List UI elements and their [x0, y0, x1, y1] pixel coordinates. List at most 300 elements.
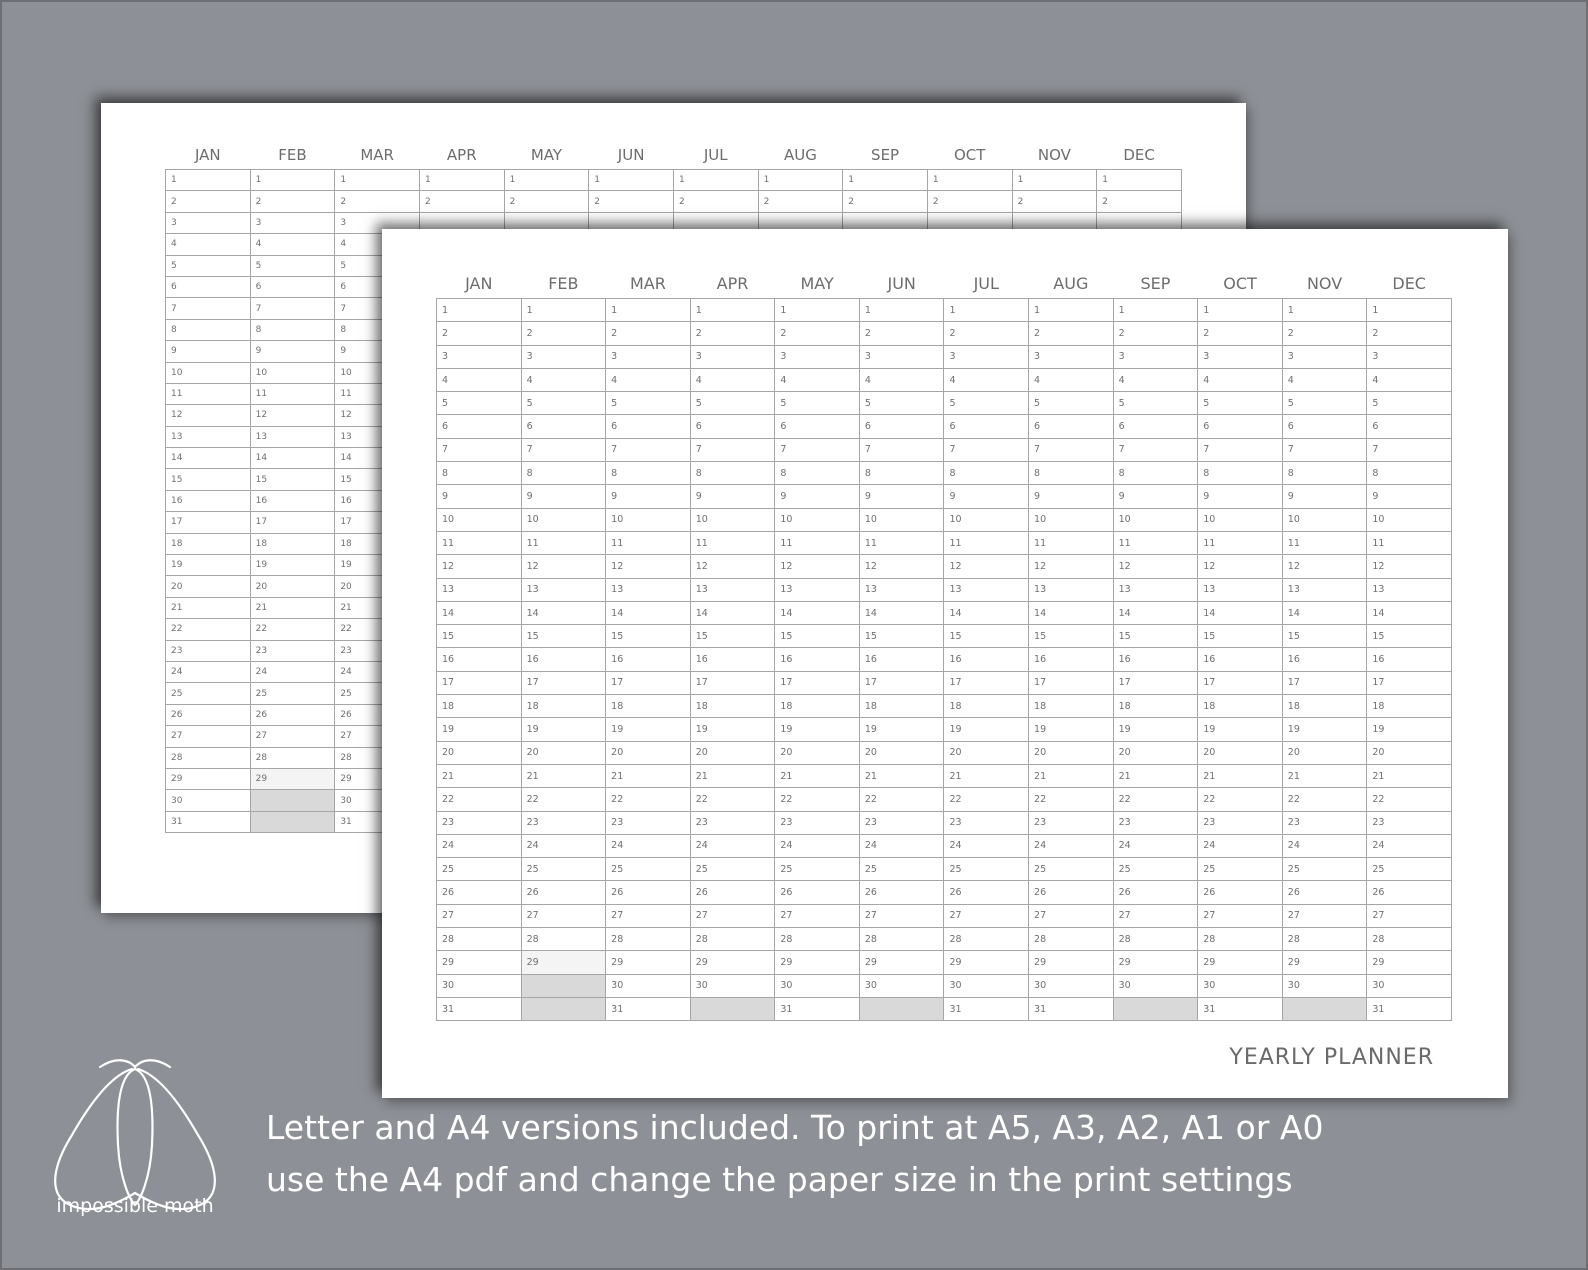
day-cell: 1	[504, 170, 589, 191]
day-cell: 8	[690, 462, 775, 485]
day-cell: 27	[775, 904, 860, 927]
day-row	[437, 928, 1452, 951]
day-cell: 13	[1367, 578, 1452, 601]
day-cell: 18	[1367, 695, 1452, 718]
day-cell: 21	[1198, 764, 1283, 787]
day-cell: 6	[606, 415, 691, 438]
day-cell: 3	[250, 212, 335, 233]
day-cell: 19	[775, 718, 860, 741]
day-cell: 10	[1029, 508, 1114, 531]
day-cell: 19	[250, 555, 335, 576]
day-row	[437, 974, 1452, 997]
day-cell: 5	[437, 392, 522, 415]
day-cell: 20	[437, 741, 522, 764]
day-cell: 3	[1113, 345, 1198, 368]
day-cell: 13	[1198, 578, 1283, 601]
day-cell: 14	[859, 601, 944, 624]
unused-day-cell	[521, 974, 606, 997]
day-cell: 27	[606, 904, 691, 927]
day-cell: 7	[606, 438, 691, 461]
day-cell: 2	[419, 191, 504, 212]
day-cell: 12	[521, 555, 606, 578]
day-cell: 23	[775, 811, 860, 834]
day-row	[437, 764, 1452, 787]
day-cell: 23	[437, 811, 522, 834]
day-cell: 13	[437, 578, 522, 601]
day-row	[437, 438, 1452, 461]
day-cell: 29	[775, 951, 860, 974]
month-header-aug: AUG	[783, 146, 817, 164]
day-row	[437, 392, 1452, 415]
day-cell: 21	[437, 764, 522, 787]
day-cell: 18	[690, 695, 775, 718]
day-cell: 31	[1367, 997, 1452, 1020]
month-header-jun: JUN	[887, 273, 916, 293]
day-cell: 28	[690, 928, 775, 951]
day-cell: 20	[775, 741, 860, 764]
day-cell: 11	[1367, 531, 1452, 554]
day-cell: 29	[521, 951, 606, 974]
day-cell: 30	[690, 974, 775, 997]
day-cell: 8	[1113, 462, 1198, 485]
day-cell: 3	[437, 345, 522, 368]
day-cell: 2	[673, 191, 758, 212]
day-cell: 2	[775, 322, 860, 345]
day-cell: 15	[606, 625, 691, 648]
day-cell: 29	[944, 951, 1029, 974]
day-cell: 23	[944, 811, 1029, 834]
day-cell: 13	[335, 426, 420, 447]
day-cell: 11	[1282, 531, 1367, 554]
day-cell: 31	[1029, 997, 1114, 1020]
day-cell: 16	[437, 648, 522, 671]
day-cell: 25	[166, 683, 251, 704]
day-cell: 29	[606, 951, 691, 974]
day-row	[437, 695, 1452, 718]
day-cell: 1	[690, 299, 775, 322]
day-row	[437, 671, 1452, 694]
day-cell: 19	[1113, 718, 1198, 741]
day-cell: 6	[437, 415, 522, 438]
day-cell: 26	[335, 704, 420, 725]
day-cell: 18	[437, 695, 522, 718]
day-cell: 8	[775, 462, 860, 485]
day-cell: 14	[1198, 601, 1283, 624]
day-cell: 13	[1029, 578, 1114, 601]
day-cell: 1	[927, 170, 1012, 191]
day-cell: 26	[690, 881, 775, 904]
day-cell: 28	[775, 928, 860, 951]
day-cell: 15	[166, 469, 251, 490]
day-cell: 24	[775, 834, 860, 857]
day-cell: 1	[1367, 299, 1452, 322]
day-row	[437, 345, 1452, 368]
day-cell: 24	[1029, 834, 1114, 857]
day-row	[437, 788, 1452, 811]
day-cell: 24	[606, 834, 691, 857]
day-cell: 8	[1282, 462, 1367, 485]
day-cell: 23	[250, 640, 335, 661]
day-cell: 7	[944, 438, 1029, 461]
month-header-mar: MAR	[360, 146, 394, 164]
day-cell: 26	[859, 881, 944, 904]
day-cell: 14	[944, 601, 1029, 624]
day-cell: 15	[437, 625, 522, 648]
day-cell: 17	[250, 512, 335, 533]
day-cell: 12	[166, 405, 251, 426]
day-cell: 18	[1029, 695, 1114, 718]
day-cell: 16	[1029, 648, 1114, 671]
day-cell: 22	[166, 619, 251, 640]
day-cell: 19	[1198, 718, 1283, 741]
month-header-jan: JAN	[465, 273, 493, 293]
day-row	[437, 578, 1452, 601]
day-cell: 30	[944, 974, 1029, 997]
day-cell: 16	[944, 648, 1029, 671]
day-cell: 2	[758, 191, 843, 212]
day-cell: 22	[690, 788, 775, 811]
day-cell: 23	[166, 640, 251, 661]
day-cell: 17	[1113, 671, 1198, 694]
day-cell: 13	[166, 426, 251, 447]
day-cell: 10	[1367, 508, 1452, 531]
day-cell: 16	[335, 490, 420, 511]
day-cell: 11	[335, 383, 420, 404]
day-cell: 4	[166, 234, 251, 255]
day-cell: 21	[1367, 764, 1452, 787]
unused-day-cell	[859, 997, 944, 1020]
day-cell: 23	[859, 811, 944, 834]
month-header-may: MAY	[530, 146, 563, 164]
day-cell: 12	[1113, 555, 1198, 578]
day-cell: 31	[166, 811, 251, 832]
day-row	[437, 811, 1452, 834]
day-cell: 2	[1029, 322, 1114, 345]
day-cell: 16	[1198, 648, 1283, 671]
day-cell: 12	[250, 405, 335, 426]
day-cell: 25	[1282, 858, 1367, 881]
day-cell: 10	[1282, 508, 1367, 531]
day-cell: 28	[1367, 928, 1452, 951]
day-cell: 9	[859, 485, 944, 508]
day-cell: 29	[437, 951, 522, 974]
day-cell: 29	[1198, 951, 1283, 974]
day-cell: 26	[944, 881, 1029, 904]
day-cell: 22	[335, 619, 420, 640]
day-cell: 6	[1113, 415, 1198, 438]
month-header-sep: SEP	[1140, 273, 1171, 293]
day-cell: 24	[250, 661, 335, 682]
day-cell: 6	[775, 415, 860, 438]
day-cell: 6	[690, 415, 775, 438]
day-cell: 5	[250, 255, 335, 276]
day-cell: 11	[690, 531, 775, 554]
caption-line-1: Letter and A4 versions included. To print at A5, A3, A2, A1 or A0	[266, 1108, 1324, 1147]
day-cell: 26	[1367, 881, 1452, 904]
day-cell: 3	[690, 345, 775, 368]
day-row	[437, 555, 1452, 578]
day-cell: 25	[335, 683, 420, 704]
day-cell: 5	[335, 255, 420, 276]
unused-day-cell	[250, 790, 335, 811]
day-cell: 21	[690, 764, 775, 787]
month-header-apr: APR	[716, 273, 749, 293]
day-cell: 3	[1282, 345, 1367, 368]
month-header-dec: DEC	[1392, 273, 1426, 293]
day-cell: 2	[166, 191, 251, 212]
day-cell: 20	[1198, 741, 1283, 764]
day-cell: 29	[1282, 951, 1367, 974]
day-row	[166, 191, 1182, 212]
day-cell: 10	[1198, 508, 1283, 531]
day-cell: 15	[690, 625, 775, 648]
day-cell: 10	[437, 508, 522, 531]
day-cell: 12	[606, 555, 691, 578]
day-cell: 2	[1198, 322, 1283, 345]
day-row	[166, 170, 1182, 191]
day-cell: 4	[1367, 368, 1452, 391]
day-cell: 5	[521, 392, 606, 415]
day-cell: 11	[606, 531, 691, 554]
month-header-jun: JUN	[617, 146, 645, 164]
day-cell: 8	[1029, 462, 1114, 485]
day-cell: 7	[859, 438, 944, 461]
day-cell: 21	[606, 764, 691, 787]
day-cell: 16	[859, 648, 944, 671]
day-cell: 10	[775, 508, 860, 531]
caption	[266, 1102, 1566, 1206]
day-cell: 6	[1367, 415, 1452, 438]
day-cell: 23	[1113, 811, 1198, 834]
month-header-feb: FEB	[548, 273, 579, 293]
day-cell: 2	[944, 322, 1029, 345]
day-cell: 15	[521, 625, 606, 648]
day-cell: 1	[1097, 170, 1182, 191]
day-cell: 20	[944, 741, 1029, 764]
day-cell: 20	[250, 576, 335, 597]
day-cell: 18	[335, 533, 420, 554]
day-cell: 18	[1282, 695, 1367, 718]
month-header-apr: APR	[446, 146, 477, 164]
day-cell: 18	[166, 533, 251, 554]
day-cell: 28	[166, 747, 251, 768]
day-cell: 7	[1282, 438, 1367, 461]
day-cell: 4	[1029, 368, 1114, 391]
day-cell: 20	[521, 741, 606, 764]
day-cell: 22	[521, 788, 606, 811]
day-row	[437, 531, 1452, 554]
day-cell: 25	[690, 858, 775, 881]
day-cell: 12	[1367, 555, 1452, 578]
day-cell: 8	[166, 319, 251, 340]
day-cell: 18	[944, 695, 1029, 718]
day-cell: 3	[1198, 345, 1283, 368]
day-cell: 1	[944, 299, 1029, 322]
day-cell: 3	[521, 345, 606, 368]
day-cell: 25	[1198, 858, 1283, 881]
day-cell: 29	[1029, 951, 1114, 974]
day-cell: 29	[166, 768, 251, 789]
day-cell: 4	[521, 368, 606, 391]
day-cell: 1	[335, 170, 420, 191]
day-cell: 16	[1367, 648, 1452, 671]
day-cell: 9	[166, 341, 251, 362]
day-row	[437, 834, 1452, 857]
day-cell: 26	[1282, 881, 1367, 904]
day-cell: 9	[521, 485, 606, 508]
day-cell: 23	[606, 811, 691, 834]
day-cell: 28	[1029, 928, 1114, 951]
day-cell: 29	[859, 951, 944, 974]
day-row	[437, 904, 1452, 927]
day-row	[437, 508, 1452, 531]
day-cell: 23	[521, 811, 606, 834]
day-cell: 25	[250, 683, 335, 704]
day-cell: 29	[335, 768, 420, 789]
day-cell: 16	[1282, 648, 1367, 671]
day-row	[437, 485, 1452, 508]
day-cell: 12	[775, 555, 860, 578]
day-cell: 18	[859, 695, 944, 718]
day-row	[437, 718, 1452, 741]
day-cell: 19	[944, 718, 1029, 741]
day-cell: 28	[606, 928, 691, 951]
day-cell: 15	[859, 625, 944, 648]
day-cell: 26	[437, 881, 522, 904]
day-row	[437, 741, 1452, 764]
day-cell: 2	[927, 191, 1012, 212]
day-cell: 27	[1198, 904, 1283, 927]
day-cell: 1	[859, 299, 944, 322]
day-cell: 13	[606, 578, 691, 601]
day-cell: 26	[606, 881, 691, 904]
day-cell: 27	[859, 904, 944, 927]
caption-line-2: use the A4 pdf and change the paper size in the print settings	[266, 1160, 1293, 1199]
day-cell: 5	[690, 392, 775, 415]
day-cell: 12	[1198, 555, 1283, 578]
day-cell: 12	[437, 555, 522, 578]
day-cell: 14	[1029, 601, 1114, 624]
day-cell: 17	[166, 512, 251, 533]
day-cell: 8	[335, 319, 420, 340]
day-cell: 30	[1029, 974, 1114, 997]
planner-grid	[436, 268, 1452, 1021]
day-cell: 21	[775, 764, 860, 787]
day-cell: 30	[437, 974, 522, 997]
day-cell: 6	[521, 415, 606, 438]
day-cell: 2	[859, 322, 944, 345]
day-row	[437, 997, 1452, 1020]
day-cell: 30	[859, 974, 944, 997]
day-cell: 10	[606, 508, 691, 531]
day-cell: 7	[166, 298, 251, 319]
day-cell: 23	[690, 811, 775, 834]
day-cell: 20	[166, 576, 251, 597]
day-cell: 20	[606, 741, 691, 764]
day-cell: 21	[944, 764, 1029, 787]
day-cell: 4	[437, 368, 522, 391]
day-cell: 1	[775, 299, 860, 322]
day-cell: 27	[166, 726, 251, 747]
day-cell: 10	[859, 508, 944, 531]
day-cell: 15	[944, 625, 1029, 648]
day-cell: 26	[1113, 881, 1198, 904]
month-header-dec: DEC	[1123, 146, 1155, 164]
day-cell: 24	[521, 834, 606, 857]
day-cell: 10	[166, 362, 251, 383]
day-cell: 19	[606, 718, 691, 741]
day-cell: 16	[775, 648, 860, 671]
day-cell: 22	[1367, 788, 1452, 811]
day-cell: 14	[1282, 601, 1367, 624]
day-cell: 3	[606, 345, 691, 368]
day-cell: 26	[250, 704, 335, 725]
day-cell: 13	[250, 426, 335, 447]
day-cell: 25	[775, 858, 860, 881]
day-cell: 7	[335, 298, 420, 319]
day-cell: 17	[859, 671, 944, 694]
day-cell: 14	[250, 448, 335, 469]
day-cell: 22	[606, 788, 691, 811]
day-cell: 3	[1029, 345, 1114, 368]
day-cell: 20	[1029, 741, 1114, 764]
day-cell: 9	[1029, 485, 1114, 508]
day-cell: 9	[250, 341, 335, 362]
day-cell: 12	[690, 555, 775, 578]
day-cell: 14	[690, 601, 775, 624]
day-cell: 5	[1282, 392, 1367, 415]
day-cell: 6	[859, 415, 944, 438]
day-cell: 7	[250, 298, 335, 319]
a4-planner-sheet	[382, 229, 1508, 1098]
day-cell: 26	[521, 881, 606, 904]
day-cell: 1	[1012, 170, 1097, 191]
day-row	[437, 648, 1452, 671]
day-cell: 10	[250, 362, 335, 383]
day-cell: 27	[1029, 904, 1114, 927]
day-cell: 24	[1367, 834, 1452, 857]
day-cell: 19	[166, 555, 251, 576]
day-cell: 20	[859, 741, 944, 764]
day-cell: 15	[1029, 625, 1114, 648]
day-cell: 30	[606, 974, 691, 997]
unused-day-cell	[1113, 997, 1198, 1020]
day-cell: 14	[1113, 601, 1198, 624]
day-cell: 16	[690, 648, 775, 671]
day-cell: 21	[166, 597, 251, 618]
day-cell: 7	[1113, 438, 1198, 461]
day-cell: 18	[775, 695, 860, 718]
day-cell: 7	[690, 438, 775, 461]
day-cell: 10	[1113, 508, 1198, 531]
day-cell: 17	[1029, 671, 1114, 694]
day-cell: 12	[1029, 555, 1114, 578]
day-cell: 23	[1198, 811, 1283, 834]
day-cell: 31	[437, 997, 522, 1020]
day-cell: 9	[1113, 485, 1198, 508]
day-cell: 11	[166, 383, 251, 404]
day-cell: 2	[437, 322, 522, 345]
day-cell: 22	[250, 619, 335, 640]
day-cell: 15	[250, 469, 335, 490]
day-cell: 4	[1282, 368, 1367, 391]
day-cell: 5	[606, 392, 691, 415]
day-cell: 26	[1029, 881, 1114, 904]
day-cell: 17	[521, 671, 606, 694]
day-cell: 2	[1282, 322, 1367, 345]
day-cell: 19	[1282, 718, 1367, 741]
day-cell: 28	[859, 928, 944, 951]
